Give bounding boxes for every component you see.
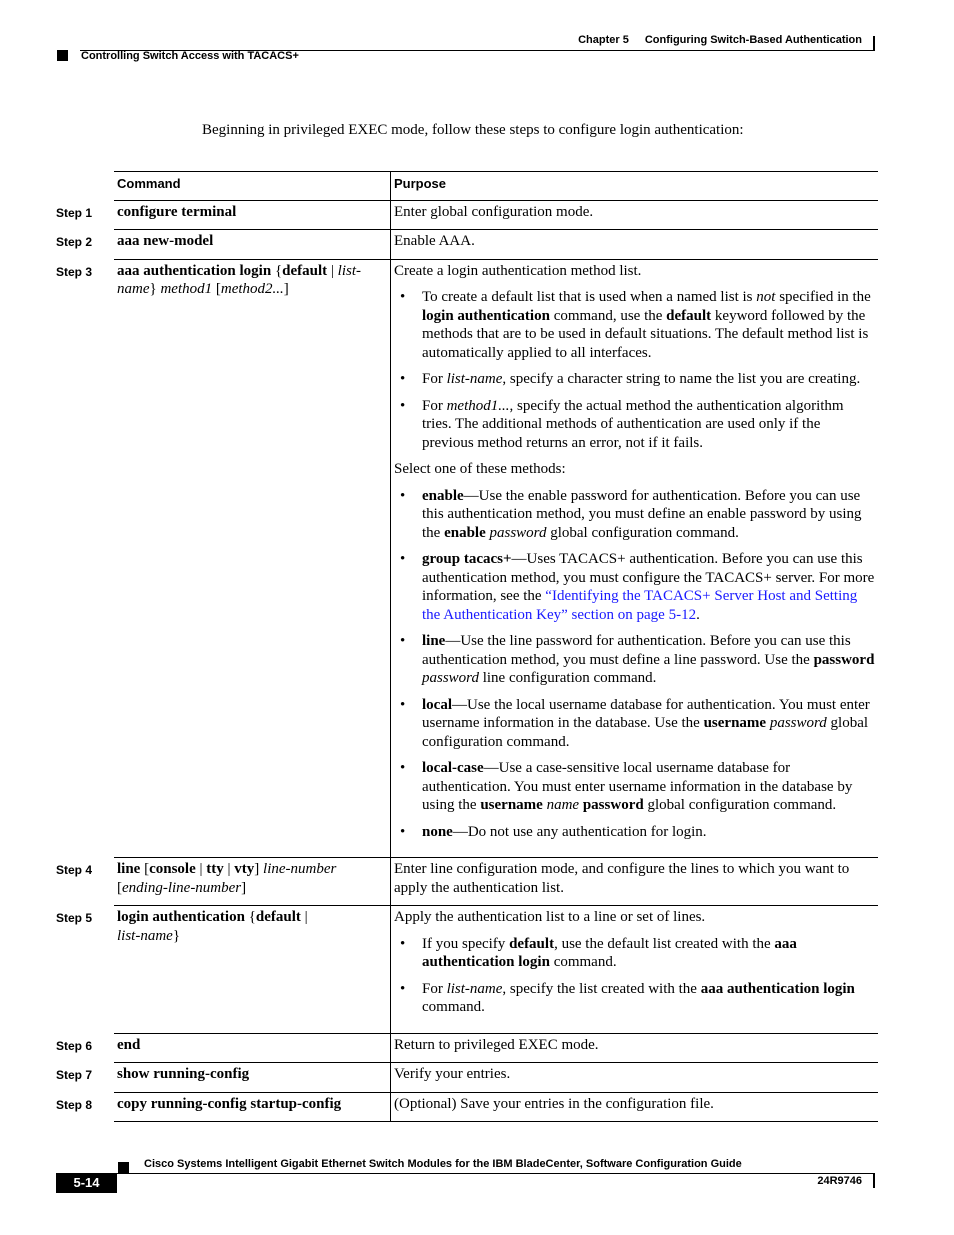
- list-item: • line—Use the line password for authentication. Before you can use this authentication method, you must define a line password. Use the password password line configuration command.: [394, 632, 875, 688]
- purpose-cell: [391, 259, 879, 858]
- purpose-paragraph: Select one of these methods:: [394, 461, 566, 477]
- command-text: aaa authentication login {default | list-name} method1 [method2...]: [117, 262, 361, 297]
- purpose-paragraph: Apply the authentication list to a line or set of lines.: [394, 909, 706, 925]
- purpose-cell: Enter global configuration mode.: [391, 200, 879, 230]
- list-item: • none—Do not use any authentication for login.: [394, 823, 875, 842]
- column-header-purpose: Purpose: [391, 172, 879, 201]
- step-label: Step 1: [56, 205, 93, 220]
- list-item: • For method1..., specify the actual method the authentication algorithm tries. The additional methods of authentication are used only if the previous method returns an error, not if it fails.: [394, 397, 875, 453]
- purpose-paragraph: Create a login authentication method list.: [394, 262, 642, 279]
- footer-vertical-bar: [873, 1174, 875, 1188]
- footer-square-marker: [118, 1162, 129, 1173]
- page-number: 5-14: [56, 1173, 117, 1193]
- table-row: [114, 906, 878, 1034]
- bullet-list: [394, 288, 875, 452]
- chapter-number: Chapter 5: [578, 34, 629, 46]
- step-label: Step 8: [56, 1097, 93, 1112]
- chapter-title: Configuring Switch-Based Authentication: [644, 34, 862, 46]
- step-label: Step 5: [56, 911, 93, 925]
- list-item: • For list-name, specify the list created with the aaa authentication login command.: [394, 980, 875, 1017]
- purpose-cell: Enter line configuration mode, and configure the lines to which you want to apply the authentication list.: [391, 858, 879, 906]
- command-text: aaa new-model: [117, 233, 214, 249]
- footer-rule: [117, 1173, 875, 1174]
- steps-table: [56, 171, 878, 1122]
- list-item: • For list-name, specify a character string to name the list you are creating.: [394, 370, 875, 389]
- table-row: [114, 1092, 878, 1122]
- step-label: Step 2: [56, 235, 93, 249]
- cross-reference-link[interactable]: “Identifying the TACACS+ Server Host and Setting the Authentication Key” section on page 5-12: [422, 588, 858, 623]
- list-item: • local-case—Use a case-sensitive local username database for authentication. You must enter username information in the database by using the username name password global configuration command.: [394, 759, 875, 815]
- purpose-cell: Verify your entries.: [391, 1063, 879, 1093]
- table-row: [114, 259, 878, 858]
- command-cell: [56, 230, 391, 260]
- table-row: [114, 1033, 878, 1063]
- table-header-row: [114, 172, 878, 201]
- table-row: [114, 230, 878, 260]
- purpose-cell: (Optional) Save your entries in the configuration file.: [391, 1092, 879, 1122]
- step-label: Step 3: [56, 264, 93, 279]
- command-cell: [56, 906, 391, 1034]
- command-text: line [console | tty | vty] line-number [ending-line-number]: [117, 861, 337, 896]
- list-item: • group tacacs+—Uses TACACS+ authentication. Before you can use this authentication method, you must configure the TACACS+ server. For more information, see the “Identifying the TACACS+ Server Host and Setting the Authentication Key” section on page 5-12.: [394, 550, 875, 624]
- step-label: Step 7: [56, 1068, 93, 1082]
- list-item: • local—Use the local username database for authentication. You must enter username information in the database. Use the username password global configuration command.: [394, 696, 875, 752]
- bullet-list: [394, 935, 875, 1017]
- column-header-command: Command: [114, 172, 391, 201]
- command-text: configure terminal: [117, 203, 237, 220]
- list-item: • If you specify default, use the default list created with the aaa authentication login command.: [394, 935, 875, 972]
- command-cell: [56, 1092, 391, 1122]
- command-cell: [56, 200, 391, 230]
- purpose-cell: [391, 906, 879, 1034]
- command-text: show running-config: [117, 1066, 250, 1082]
- table-row: [114, 200, 878, 230]
- purpose-cell: Enable AAA.: [391, 230, 879, 260]
- document-number: 24R9746: [817, 1175, 862, 1187]
- method-list: [394, 487, 875, 842]
- header-vertical-bar: [873, 36, 875, 51]
- section-title: Controlling Switch Access with TACACS+: [81, 50, 299, 62]
- step-label: Step 6: [56, 1038, 93, 1053]
- purpose-cell: Return to privileged EXEC mode.: [391, 1033, 879, 1063]
- list-item: • To create a default list that is used when a named list is not specified in the login authentication command, use the default keyword followed by the methods that are to be used in default situations. The default method list is automatically applied to all interfaces.: [394, 288, 875, 362]
- table-row: [114, 858, 878, 906]
- command-cell: [56, 858, 391, 906]
- command-text: end: [117, 1036, 141, 1053]
- header-square-marker: [57, 50, 68, 61]
- footer-book-title: Cisco Systems Intelligent Gigabit Ethernet Switch Modules for the IBM BladeCenter, Software Configuration Guide: [144, 1158, 742, 1170]
- table-row: [114, 1063, 878, 1093]
- command-cell: [56, 1033, 391, 1063]
- list-item: • enable—Use the enable password for authentication. Before you can use this authentication method, you must define an enable password by using the enable password global configuration command.: [394, 487, 875, 543]
- running-header-chapter: [578, 34, 862, 46]
- command-text: copy running-config startup-config: [117, 1095, 342, 1112]
- command-cell: [56, 259, 391, 858]
- command-cell: [56, 1063, 391, 1093]
- command-text: login authentication {default | list-name}: [117, 909, 308, 944]
- step-label: Step 4: [56, 863, 93, 877]
- intro-paragraph: Beginning in privileged EXEC mode, follow these steps to configure login authentication:: [202, 122, 744, 138]
